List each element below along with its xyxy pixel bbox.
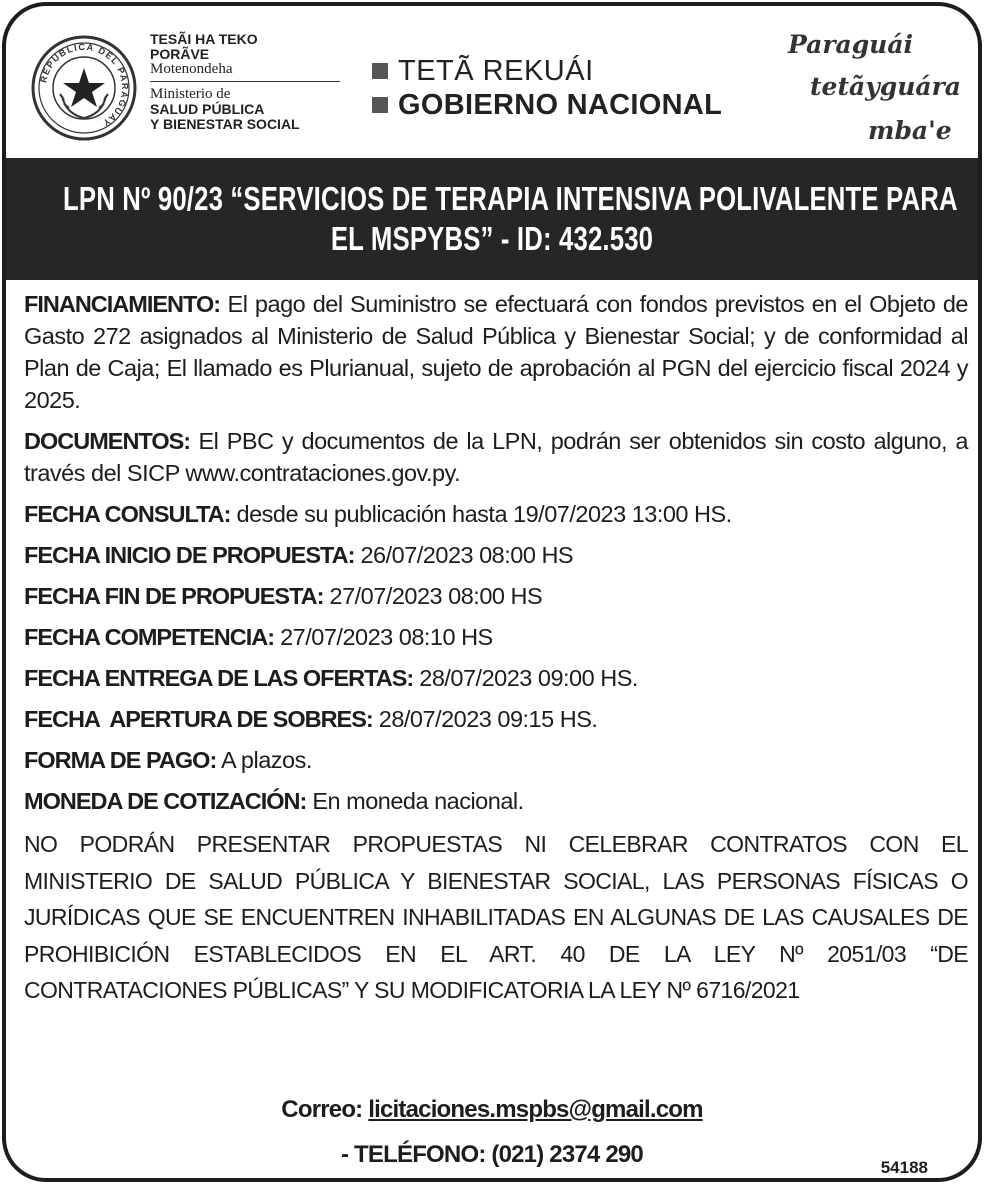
ministry-logo <box>150 32 350 132</box>
ministry-divider <box>150 81 340 82</box>
page-title <box>63 179 958 259</box>
email-label: Correo: <box>281 1096 369 1123</box>
item-label: MONEDA DE COTIZACIÓN: <box>24 788 307 814</box>
fecha-fin-item <box>24 580 968 612</box>
slogan-line-1: Paraguái <box>788 30 914 59</box>
item-label: DOCUMENTOS: <box>24 428 191 454</box>
item-label: FORMA DE PAGO: <box>24 747 217 773</box>
title-line-2: EL MSPYBS” - ID: 432.530 <box>330 220 654 257</box>
item-label: FECHA APERTURA DE SOBRES: <box>24 706 373 732</box>
prohibition-notice: NO PODRÁN PRESENTAR PROPUESTAS NI CELEBRAR CONTRATOS CON EL MINISTERIO DE SALUD PÚBLICA Y BIENESTAR SOCIAL, LAS PERSONAS FÍSICAS O JURÍDICAS QUE SE ENCUENTREN INHABILITADAS EN ALGUNAS DE LAS CAUSALES DE PROHIBICIÓN ESTABLECIDOS EN EL ART. 40 DE LA LEY Nº 2051/03 “DE CONTRATACIONES PÚBLICAS” Y SU MODIFICATORIA LA LEY Nº 6716/2021 <box>24 831 968 1003</box>
item-label: FECHA CONSULTA: <box>24 501 231 527</box>
item-value: 28/07/2023 09:15 HS. <box>372 706 598 732</box>
header <box>6 6 978 156</box>
seal-text: REPUBLICA DEL PARAGUAY <box>38 41 131 129</box>
documentos-item <box>24 425 968 489</box>
slogan-line-3: mba'e <box>868 116 952 145</box>
item-label: FINANCIAMIENTO: <box>24 291 221 317</box>
fecha-consulta-item <box>24 498 968 530</box>
fecha-inicio-item <box>24 539 968 571</box>
item-value: 26/07/2023 08:00 HS <box>354 542 574 568</box>
item-label: FECHA COMPETENCIA: <box>24 624 275 650</box>
financiamiento-item <box>24 288 968 416</box>
title-line-1: LPN Nº 90/23 “SERVICIOS DE TERAPIA INTENSIVA POLIVALENTE PARA <box>63 180 958 217</box>
title-band <box>6 158 978 280</box>
item-label: FECHA INICIO DE PROPUESTA: <box>24 542 355 568</box>
item-value: A plazos. <box>216 747 312 773</box>
ministry-guarani-line-2: PORÃVE <box>150 46 210 62</box>
item-value: El pago del Suministro se efectuará con fondos previstos en el Objeto de Gasto 272 asignados al Ministerio de Salud Pública y Bienestar Social; y de conformidad al Plan de Caja; El llamado es Plurianual, sujeto de aprobación al PGN del ejercicio fiscal 2024 y 2025. <box>24 291 968 413</box>
item-value: El PBC y documentos de la LPN, podrán ser obtenidos sin costo alguno, a través del SICP www.contrataciones.gov.py. <box>24 428 968 486</box>
contact-phone: - TELÉFONO: (021) 2374 290 <box>341 1141 643 1168</box>
forma-pago-item <box>24 744 968 776</box>
square-bullet-icon <box>372 97 388 113</box>
moneda-item <box>24 785 968 817</box>
ad-code: 54188 <box>880 1158 928 1177</box>
government-logo <box>372 54 722 122</box>
item-value: 27/07/2023 08:10 HS <box>274 624 493 650</box>
email-link[interactable]: licitaciones.mspbs@gmail.com <box>368 1096 703 1123</box>
slogan-line-2: tetãyguára <box>810 72 961 101</box>
notice-body <box>24 288 968 1018</box>
fecha-competencia-item <box>24 621 968 653</box>
contact-email-line <box>6 1096 978 1124</box>
item-label: FECHA FIN DE PROPUESTA: <box>24 583 324 609</box>
government-guarani: TETÃ REKUÁI <box>398 54 594 87</box>
government-spanish: GOBIERNO NACIONAL <box>398 88 723 121</box>
item-value: En moneda nacional. <box>306 788 524 814</box>
item-label: FECHA ENTREGA DE LAS OFERTAS: <box>24 665 414 691</box>
ministry-spanish-line-3: Y BIENESTAR SOCIAL <box>150 116 300 132</box>
ministry-spanish-line-2: SALUD PÚBLICA <box>150 101 265 117</box>
square-bullet-icon <box>372 63 388 79</box>
fecha-apertura-item <box>24 703 968 735</box>
item-value: 28/07/2023 09:00 HS. <box>413 665 638 691</box>
ministry-spanish-line-1: Ministerio de <box>150 86 231 102</box>
item-value: 27/07/2023 08:00 HS <box>323 583 543 609</box>
notice-frame <box>2 2 982 1182</box>
ministry-guarani-line-1: TESÃI HA TEKO <box>150 31 258 47</box>
ministry-guarani-line-3: Motenondeha <box>150 61 233 77</box>
item-value: desde su publicación hasta 19/07/2023 13:00 HS. <box>230 501 732 527</box>
national-seal-icon <box>30 34 138 142</box>
fecha-entrega-item <box>24 662 968 694</box>
